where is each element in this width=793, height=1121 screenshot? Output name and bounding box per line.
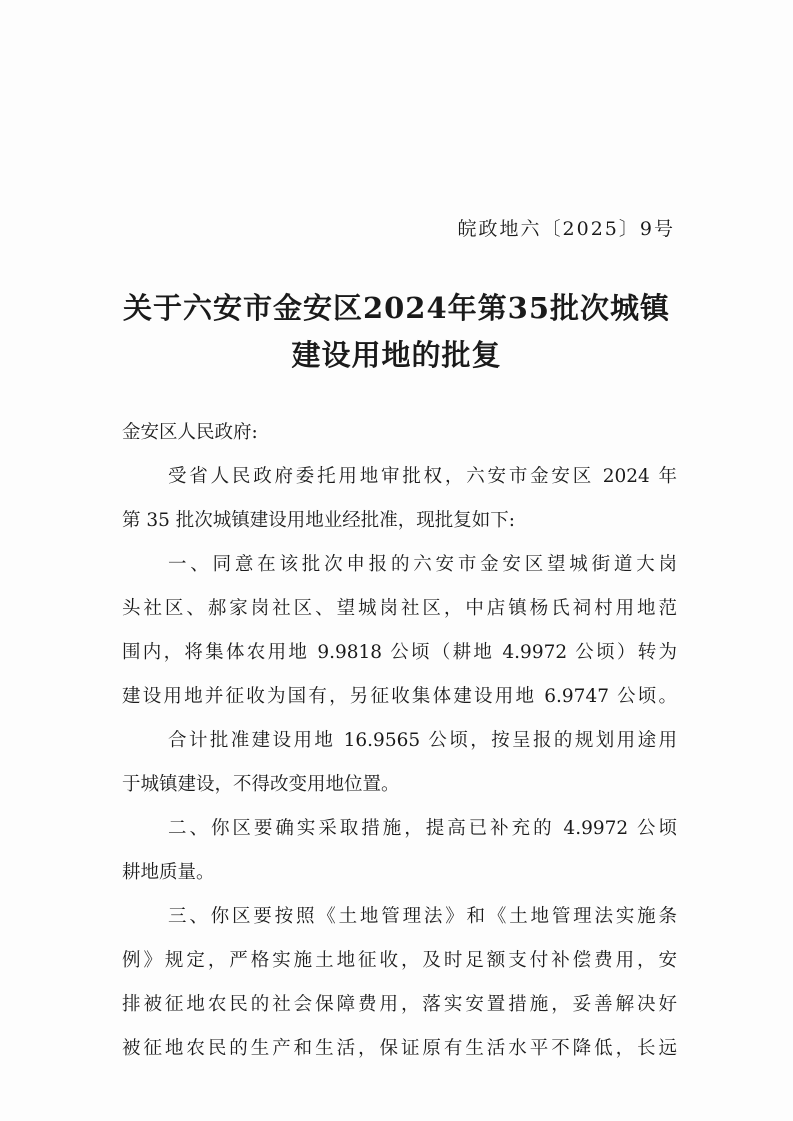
body-line: 三、你区要按照《土地管理法》和《土地管理法实施条: [168, 906, 677, 927]
document-number: 皖政地六〔2025〕9号: [457, 218, 675, 240]
body-line: 一、同意在该批次申报的六安市金安区望城街道大岗: [168, 554, 677, 575]
body-line: 耕地质量。: [122, 862, 215, 883]
body-line: 受省人民政府委托用地审批权，六安市金安区 2024 年: [168, 466, 677, 487]
body-line: 排被征地农民的社会保障费用，落实安置措施，妥善解决好: [122, 994, 677, 1015]
body-line: 围内，将集体农用地 9.9818 公顷（耕地 4.9972 公顷）转为: [122, 642, 677, 663]
body-line: 合计批准建设用地 16.9565 公顷，按呈报的规划用途用: [168, 730, 677, 751]
document-title-line-1: 关于六安市金安区2024年第35批次城镇: [122, 291, 671, 325]
body-line: 头社区、郝家岗社区、望城岗社区，中店镇杨氏祠村用地范: [122, 598, 677, 619]
document-title-line-2: 建设用地的批复: [291, 338, 502, 372]
body-line: 二、你区要确实采取措施，提高已补充的 4.9972 公顷: [168, 818, 677, 839]
body-line: 第 35 批次城镇建设用地业经批准，现批复如下:: [122, 510, 516, 531]
body-line: 例》规定，严格实施土地征收，及时足额支付补偿费用，安: [122, 950, 677, 971]
body-line: 于城镇建设，不得改变用地位置。: [122, 774, 400, 795]
body-line: 被征地农民的生产和生活，保证原有生活水平不降低，长远: [122, 1038, 677, 1059]
recipient-line: 金安区人民政府:: [122, 422, 258, 443]
body-line: 建设用地并征收为国有，另征收集体建设用地 6.9747 公顷。: [122, 686, 677, 707]
